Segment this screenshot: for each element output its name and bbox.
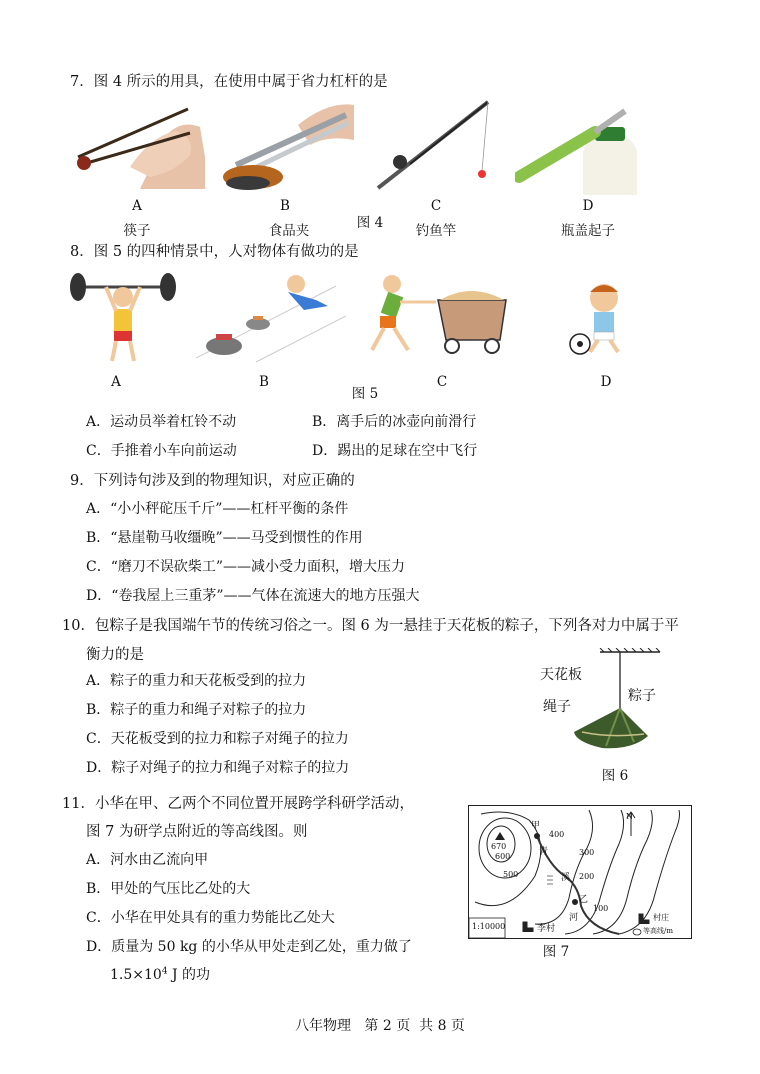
- map-river-char-2: 溪: [561, 873, 571, 883]
- curling-icon: [196, 266, 346, 364]
- map-yi-label: 乙: [579, 895, 589, 905]
- q9-option-d: D．“卷我屋上三重茅”——气体在流速大的地方压强大: [86, 588, 420, 604]
- q11-option-b: B．甲处的气压比乙处的大: [86, 881, 251, 897]
- fig6-caption: 图 6: [601, 768, 629, 784]
- pushing-cart-icon: [366, 272, 516, 358]
- chopsticks-icon: [70, 97, 205, 189]
- map-peak-label: 670: [491, 842, 507, 851]
- q7-c-letter: C: [430, 198, 442, 214]
- map-jia-label: 甲: [531, 821, 541, 831]
- fig6-ceiling-label: 天花板: [540, 667, 582, 683]
- map-contour-500: 500: [503, 870, 519, 879]
- q8-option-b: B．离手后的冰壶向前滑行: [312, 414, 477, 430]
- q8-option-a: A．运动员举着杠铃不动: [86, 414, 237, 430]
- q9-option-b: B．“悬崖勒马收缰晚”——马受到惯性的作用: [86, 530, 363, 546]
- map-contour-400: 400: [549, 830, 565, 839]
- map-contour-200: 200: [579, 872, 595, 881]
- q7-a-letter: A: [132, 198, 142, 214]
- map-scale-label: 1:10000: [472, 922, 506, 931]
- q10-option-d: D．粽子对绳子的拉力和绳子对粽子的拉力: [86, 760, 350, 776]
- q7-b-name: 食品夹: [268, 223, 310, 239]
- q8-option-d: D．踢出的足球在空中飞行: [312, 443, 478, 459]
- fig6-rope-label: 绳子: [543, 699, 571, 715]
- map-contour-100: 100: [593, 904, 609, 913]
- q10-option-a: A．粽子的重力和天花板受到的拉力: [86, 673, 307, 689]
- q8-b-letter: B: [259, 374, 269, 390]
- q11-option-d: D．质量为 50 kg 的小华从甲处走到乙处，重力做了: [86, 939, 412, 955]
- q11-stem-line1: 11．小华在甲、乙两个不同位置开展跨学科研学活动，: [62, 796, 414, 812]
- map-legend-village: 村庄: [653, 913, 669, 922]
- q11-option-d-continuation: $1.5\times 10^4$ J 的功: [110, 966, 211, 983]
- weightlifter-icon: [68, 265, 178, 365]
- fig7-caption: 图 7: [542, 944, 570, 960]
- q8-stem: 8．图 5 的四种情景中，人对物体有做功的是: [70, 244, 359, 260]
- q8-a-letter: A: [111, 374, 121, 390]
- map-contour-300: 300: [579, 848, 595, 857]
- map-north-label: N: [626, 812, 633, 821]
- map-river-char-3: 河: [569, 913, 579, 923]
- fishing-rod-icon: [370, 96, 495, 196]
- kicking-football-icon: [566, 280, 646, 358]
- page-footer: 八年物理 第 2 页 共 8 页: [295, 1018, 465, 1034]
- q9-option-c: C．“磨刀不误砍柴工”——减小受力面积，增大压力: [86, 559, 406, 575]
- fig4-caption: 图 4: [356, 215, 384, 231]
- fig7-contour-map: [468, 805, 692, 939]
- q7-a-name: 筷子: [123, 223, 151, 239]
- map-legend-contour: 等高线/m: [643, 927, 673, 935]
- q8-option-c: C．手推着小车向前运动: [86, 443, 237, 459]
- fig6-zongzi-label: 粽子: [628, 688, 656, 704]
- fig5-caption: 图 5: [351, 386, 379, 402]
- food-tongs-icon: [218, 95, 354, 193]
- q7-b-letter: B: [280, 198, 290, 214]
- map-river-char-1: 青: [539, 847, 549, 857]
- q9-stem: 9．下列诗句涉及到的物理知识，对应正确的: [70, 473, 355, 489]
- q7-d-letter: D: [582, 198, 594, 214]
- q8-c-letter: C: [436, 374, 448, 390]
- q10-option-c: C．天花板受到的拉力和粽子对绳子的拉力: [86, 731, 349, 747]
- q11-option-c: C．小华在甲处具有的重力势能比乙处大: [86, 910, 335, 926]
- bottle-opener-icon: [515, 97, 643, 195]
- map-contour-600: 600: [495, 852, 511, 861]
- q7-stem: 7．图 4 所示的用具，在使用中属于省力杠杆的是: [70, 74, 388, 90]
- q7-d-name: 瓶盖起子: [561, 223, 615, 239]
- q10-stem-line1: 10．包粽子是我国端午节的传统习俗之一。图 6 为一悬挂于天花板的粽子，下列各对力中属于平: [62, 618, 679, 634]
- q10-option-b: B．粽子的重力和绳子对粽子的拉力: [86, 702, 307, 718]
- map-village-name: 李村: [537, 924, 556, 934]
- q7-c-name: 钓鱼竿: [415, 223, 457, 239]
- q11-option-a: A．河水由乙流向甲: [86, 852, 209, 868]
- q10-stem-line2: 衡力的是: [86, 647, 144, 663]
- q9-option-a: A．“小小秤砣压千斤”——杠杆平衡的条件: [86, 501, 349, 517]
- q8-d-letter: D: [600, 374, 612, 390]
- q11-stem-line2: 图 7 为研学点附近的等高线图。则: [86, 824, 308, 840]
